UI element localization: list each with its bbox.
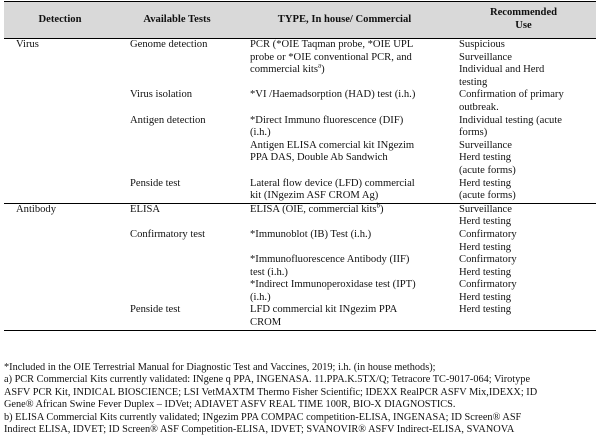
table-header-row — [4, 2, 596, 39]
type-line-text: test (i.h.) — [250, 266, 288, 278]
type-line-text: kit (INgezim ASF CROM Ag) — [250, 190, 379, 202]
type-line — [250, 178, 451, 191]
cell-detection — [4, 178, 116, 204]
footnote-line: a) PCR Commercial Kits currently validated: INgene q PPA, INGENASA. 11.PPA.K.5TX/Q; Tetracore TC-9017-064; Virotype — [4, 374, 531, 386]
cell-type — [238, 140, 451, 178]
header-available-tests: Available Tests — [116, 2, 238, 39]
cell-recommended-use — [451, 229, 596, 254]
cell-available-test — [116, 254, 238, 279]
type-line — [250, 115, 451, 128]
cell-type — [238, 178, 451, 204]
type-line-text: Lateral flow device (LFD) commercial — [250, 177, 415, 189]
type-line-text: PPA DAS, Double Ab Sandwich — [250, 152, 388, 164]
type-line-text: *Immunofluorescence Antibody (IIF) — [250, 254, 410, 266]
use-line: Individual and Herd — [459, 64, 545, 76]
use-line: Confirmatory — [459, 254, 517, 266]
use-line: Surveillance — [459, 51, 512, 63]
type-line-text: CROM — [250, 317, 282, 329]
use-line: (acute forms) — [459, 190, 516, 202]
type-line-text: *Direct Immuno fluorescence (DIF) — [250, 114, 404, 126]
cell-available-test: Genome detection — [130, 39, 208, 50]
table-row — [4, 254, 596, 279]
cell-recommended-use — [451, 279, 596, 304]
type-line-text: *Immunoblot (IB) Test (i.h.) — [250, 228, 372, 240]
type-line-text: ELISA (OIE, commercial kits — [250, 203, 377, 215]
type-line — [250, 127, 451, 140]
cell-recommended-use — [451, 89, 596, 114]
use-line: Surveillance — [459, 203, 512, 215]
use-line: Herd testing — [459, 304, 512, 316]
header-recommended-use-line1: Recommended — [489, 7, 558, 19]
type-line — [250, 190, 451, 203]
cell-recommended-use — [451, 140, 596, 178]
use-line: Individual testing (acute — [459, 114, 562, 126]
cell-detection — [4, 140, 116, 178]
cell-available-test: Antigen detection — [130, 114, 206, 126]
type-line — [250, 140, 451, 153]
cell-detection: Antibody — [4, 203, 116, 229]
cell-detection — [4, 89, 116, 114]
cell-detection — [4, 304, 116, 330]
table-row — [4, 229, 596, 254]
type-line-text: (i.h.) — [250, 291, 271, 303]
cell-detection — [4, 254, 116, 279]
header-recommended-use-line2: Use — [515, 20, 532, 31]
cell-recommended-use — [451, 203, 596, 229]
type-line — [250, 89, 451, 102]
use-line: Surveillance — [459, 139, 512, 151]
type-line-text: *VI /Haemadsorption (HAD) test (i.h.) — [250, 89, 416, 101]
table-row — [4, 203, 596, 229]
footnote-marker: b — [376, 201, 381, 210]
type-line-text: *Indirect Immunoperoxidase test (IPT) — [250, 279, 416, 291]
header-recommended-use — [451, 2, 596, 39]
use-line: Herd testing — [459, 266, 512, 278]
cell-available-test: Penside test — [130, 177, 181, 189]
header-type: TYPE, In house/ Commercial — [238, 2, 451, 39]
table-row — [4, 178, 596, 204]
cell-type — [238, 115, 451, 140]
cell-type — [238, 304, 451, 330]
use-line: (acute forms) — [459, 164, 516, 176]
cell-type — [238, 229, 451, 254]
use-line: Herd testing — [459, 177, 512, 189]
table-body — [4, 39, 596, 331]
footnote-line: ASFV PCR Kit, INDICAL BIOSCIENCE; LSI VetMAXTM Thermo Fisher Scientific; IDEXX RealPCR ASFV Mix,IDEXX; ID — [4, 386, 538, 398]
use-line: forms) — [459, 127, 488, 139]
footnote-line: *Included in the OIE Terrestrial Manual for Diagnostic Test and Vaccines, 2019; i.h. (in house methods); — [4, 362, 436, 373]
cell-type — [238, 39, 451, 90]
type-line-text: LFD commercial kit INgezim PPA — [250, 304, 398, 316]
cell-recommended-use — [451, 254, 596, 279]
use-line: outbreak. — [459, 101, 499, 113]
use-line: Herd testing — [459, 216, 512, 228]
footnote-line: b) ELISA Commercial Kits currently validated; INgezim PPA COMPAC competition-ELISA, INGENASA; ID Screen® ASF — [4, 411, 522, 423]
type-line — [250, 52, 451, 65]
cell-detection — [4, 279, 116, 304]
table-row — [4, 39, 596, 90]
cell-available-test: Penside test — [116, 304, 238, 330]
cell-type — [238, 89, 451, 114]
cell-available-test — [116, 279, 238, 304]
use-line: Herd testing — [459, 241, 512, 253]
type-line — [250, 304, 451, 317]
footnote-line: Gene® African Swine Fever Duplex – IDVet; ADIAVET ASFV REAL TIME 100R, BIO-X DIAGNOSTICS. — [4, 399, 456, 411]
table-row — [4, 89, 596, 114]
type-line — [250, 279, 451, 292]
use-line: Confirmatory — [459, 228, 517, 240]
type-line: ELISA (OIE, commercial kits$^b$) — [250, 201, 384, 215]
cell-type — [238, 254, 451, 279]
footnote-line: Indirect ELISA, IDVET; ID Screen® ASF Competition-ELISA, IDVET; SVANOVIR® ASFV Indirect-ELISA, SVANOVA — [4, 424, 515, 436]
cell-available-test: Confirmatory test — [130, 228, 206, 240]
type-line — [250, 229, 451, 242]
cell-recommended-use — [451, 178, 596, 204]
cell-recommended-use — [451, 304, 596, 330]
cell-type — [238, 203, 451, 229]
use-line: Confirmatory — [459, 279, 517, 291]
cell-available-test: Virus isolation — [130, 89, 193, 101]
use-line: Confirmation of primary — [459, 89, 564, 101]
diagnostic-tests-table — [4, 1, 596, 331]
cell-detection: Virus — [16, 39, 39, 50]
type-line-text: probe or *OIE conventional PCR, and — [250, 51, 412, 63]
type-line — [250, 39, 451, 52]
type-line — [250, 267, 451, 280]
cell-type — [238, 279, 451, 304]
type-line-text: commercial kits — [250, 64, 318, 76]
use-line: Herd testing — [459, 152, 512, 164]
type-line: commercial kits$^a$) — [250, 61, 325, 76]
type-line — [250, 317, 451, 330]
type-line-text: Antigen ELISA comercial kit INgezim — [250, 139, 415, 151]
type-line — [250, 152, 451, 165]
use-line: testing — [459, 76, 488, 88]
type-line — [250, 254, 451, 267]
cell-available-test — [116, 140, 238, 178]
table-row — [4, 304, 596, 330]
table-row — [4, 279, 596, 304]
cell-detection — [4, 229, 116, 254]
header-detection: Detection — [4, 2, 116, 39]
type-line-text: PCR (*OIE Taqman probe, *OIE UPL — [250, 39, 414, 50]
cell-available-test: ELISA — [116, 203, 238, 229]
cell-detection — [4, 115, 116, 140]
type-line-text: (i.h.) — [250, 127, 271, 139]
footnotes — [4, 362, 600, 436]
cell-recommended-use — [451, 39, 596, 90]
use-line: Suspicious — [459, 39, 505, 50]
cell-recommended-use — [451, 115, 596, 140]
use-line: Herd testing — [459, 291, 512, 303]
type-line — [250, 292, 451, 305]
table-row — [4, 115, 596, 140]
footnote-marker: a — [317, 61, 322, 70]
table-row — [4, 140, 596, 178]
